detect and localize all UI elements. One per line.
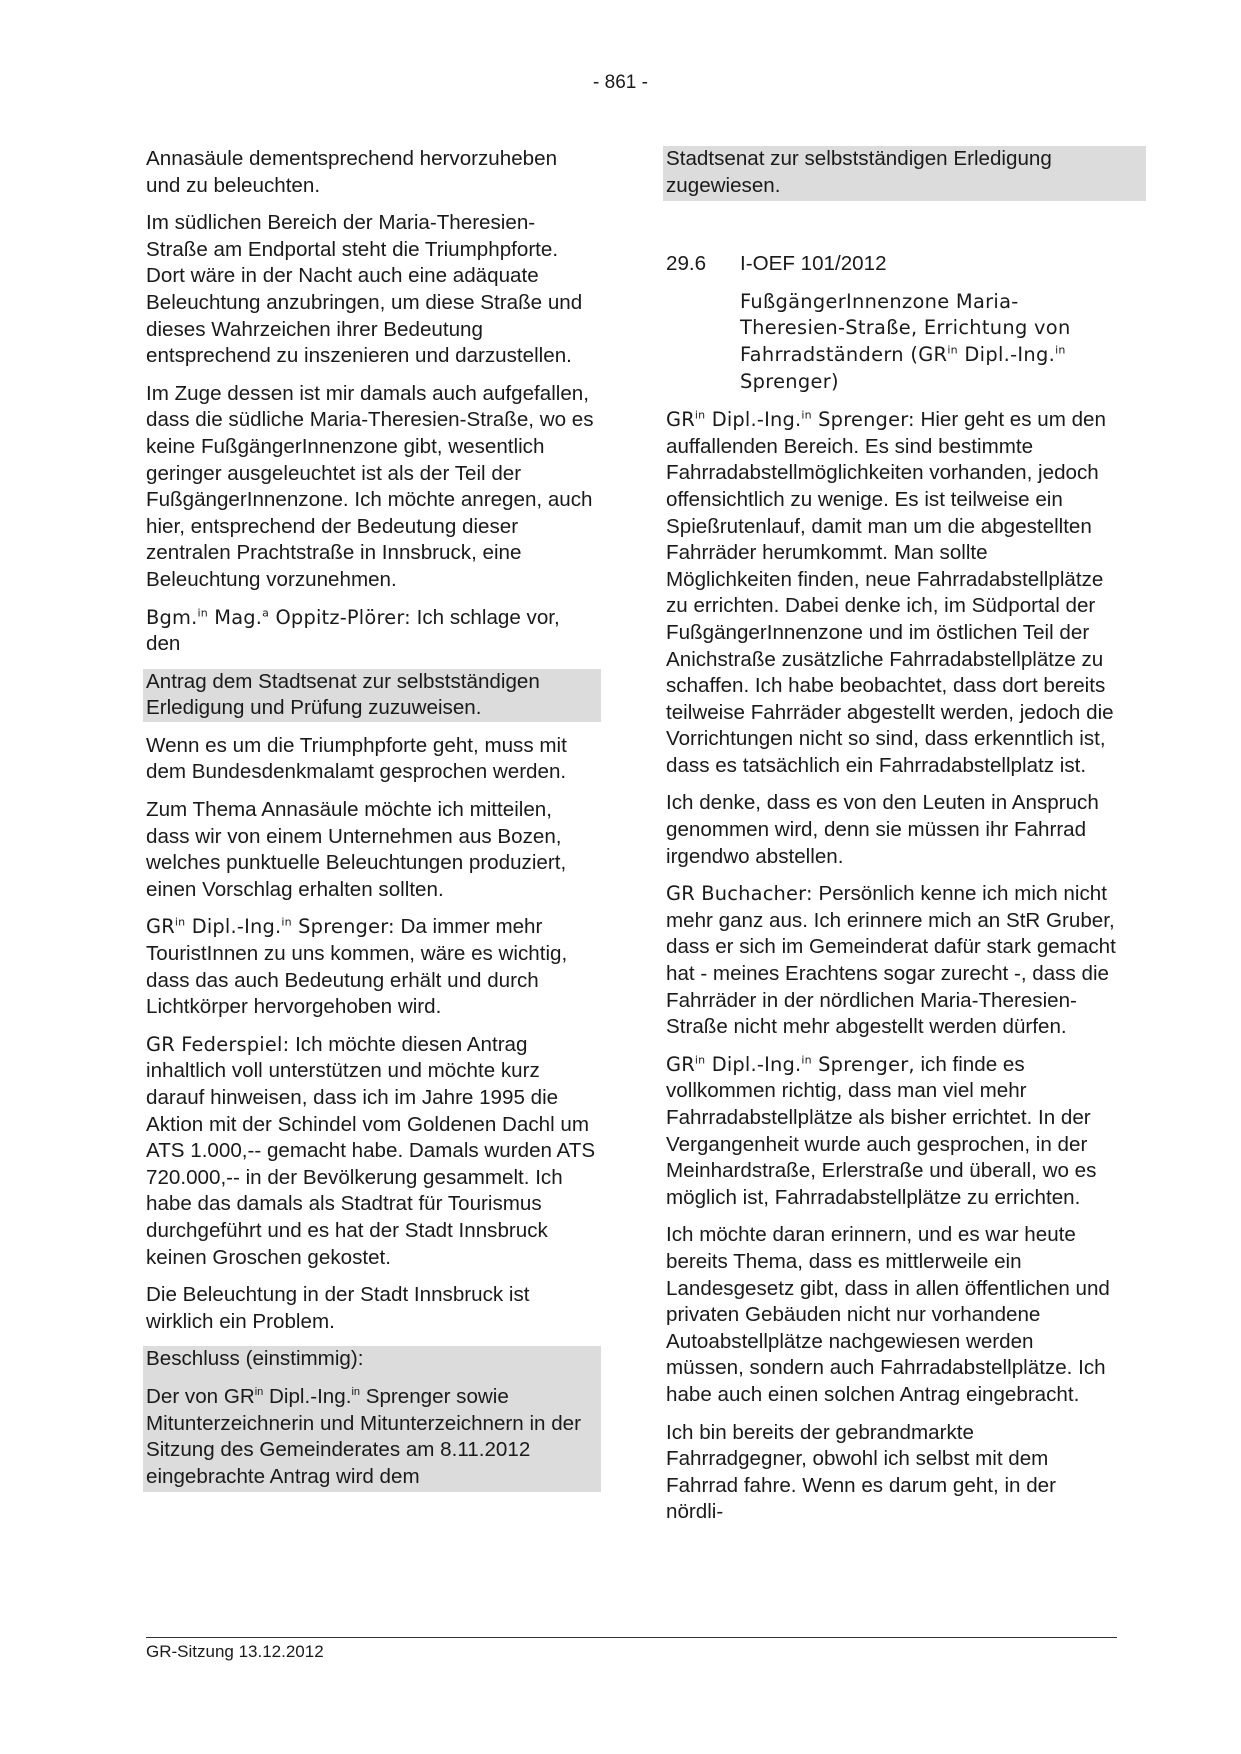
agenda-item-code: I-OEF 101/2012 <box>740 252 887 276</box>
paragraph: Ich denke, dass es von den Leuten in Anspruch genommen wird, denn sie müssen ihr Fahrrad irgendwo abstellen. <box>666 791 1099 868</box>
speaker-name: $GR^{in}$ Dipl.-Ing.$^{in}$ Sprenger, <box>666 1052 915 1076</box>
speech-paragraph: Bgm.$^{in}$ Mag.$^a$ Oppitz-Plörer: Ich schlage vor, den <box>146 605 560 656</box>
motion-highlight: Antrag dem Stadtsenat zur selbstständigen Erledigung und Prüfung zuzuweisen. <box>143 669 601 722</box>
paragraph: Annasäule dementsprechend hervorzuheben und zu beleuchten. <box>146 147 558 197</box>
speech-paragraph: $GR^{in}$ Dipl.-Ing.$^{in}$ Sprenger, ich finde es vollkommen richtig, dass man viel mehr Fahrradabstellplätze als bisher errichtet. In der Vergangenheit wurde auch gesprochen, in der Meinhardstraße, Erlerstraße und überall, wo es möglich ist, Fahrradabstellplätze zu errichten. <box>666 1052 1097 1209</box>
speech-paragraph: $GR^{in}$ Dipl.-Ing.$^{in}$ Sprenger: Da immer mehr TouristInnen zu uns kommen, wäre es wichtig, dass das auch Bedeutung erhält und durch Lichtkörper hervorgehoben wird. <box>146 915 568 1019</box>
paragraph: Die Beleuchtung in der Stadt Innsbruck ist wirklich ein Problem. <box>146 1283 530 1333</box>
speaker-name: Bgm.$^{in}$ Mag.$^a$ Oppitz-Plörer: <box>146 605 411 629</box>
paragraph: Ich bin bereits der gebrandmarkte Fahrradgegner, obwohl ich selbst mit dem Fahrrad fahre. Wenn es darum geht, in der nördli- <box>666 1420 1056 1524</box>
paragraph: Wenn es um die Triumphpforte geht, muss mit dem Bundesdenkmalamt gesprochen werden. <box>146 733 567 784</box>
paragraph: Zum Thema Annasäule möchte ich mitteilen, dass wir von einem Unternehmen aus Bozen, welches punktuelle Beleuchtungen produziert, einen Vorschlag erhalten sollten. <box>146 798 567 901</box>
resolution-heading: Beschluss (einstimmig): <box>143 1346 601 1384</box>
resolution-text: Der von $GR^{in}$ Dipl.-Ing.$^{in}$ Sprenger sowie Mitunterzeichnerin und Mitunterzeichnern in der Sitzung des Gemeinderates am 8.11.2012 eingebrachte Antrag wird dem <box>143 1384 601 1492</box>
resolution-text-continued: Stadtsenat zur selbstständigen Erledigung zugewiesen. <box>663 146 1146 201</box>
speaker-name: GR Federspiel: <box>146 1032 290 1056</box>
right-column <box>666 146 1116 1537</box>
paragraph: Ich möchte daran erinnern, und es war heute bereits Thema, dass es mittlerweile ein Landesgesetz gibt, dass in allen öffentlichen und privaten Gebäuden nicht nur vorhandene Autoabstellplätze nachgewiesen werden müssen, sondern auch Fahrradabstellplätze. Ich habe auch einen solchen Antrag eingebracht. <box>666 1223 1110 1406</box>
paragraph: Im Zuge dessen ist mir damals auch aufgefallen, dass die südliche Maria-Theresien-Straße, wo es keine FußgängerInnenzone gibt, wesentlich geringer ausgeleuchtet ist als der Teil der FußgängerInnenzone. Ich möchte anregen, auch hier, entsprechend der Bedeutung dieser zentralen Prachtstraße in Innsbruck, eine Beleuchtung vorzunehmen. <box>146 381 594 591</box>
agenda-item-header <box>666 251 1116 278</box>
footer-divider <box>146 1637 1117 1638</box>
speech-paragraph: GR Buchacher: Persönlich kenne ich mich nicht mehr ganz aus. Ich erinnere mich an StR Gruber, dass er sich im Gemeinderat dafür stark gemacht hat - meines Erachtens sogar zurecht -, dass die Fahrräder in der nördlichen Maria-Theresien-Straße nicht mehr abgestellt werden dürfen. <box>666 882 1116 1039</box>
speaker-name: $GR^{in}$ Dipl.-Ing.$^{in}$ Sprenger: <box>666 408 915 432</box>
speech-paragraph: GR Federspiel: Ich möchte diesen Antrag inhaltlich voll unterstützen und möchte kurz darauf hinweisen, dass ich im Jahre 1995 die Aktion mit der Schindel vom Goldenen Dachl um ATS 1.000,-- gemacht habe. Damals wurden ATS 720.000,-- in der Bevölkerung gesammelt. Ich habe das damals als Stadtrat für Tourismus durchgeführt und es hat der Stadt Innsbruck keinen Groschen gekostet. <box>146 1032 596 1269</box>
page-number: - 861 - <box>593 72 648 93</box>
left-column <box>146 146 596 1503</box>
speech-paragraph: $GR^{in}$ Dipl.-Ing.$^{in}$ Sprenger: Hier geht es um den auffallenden Bereich. Es sind bestimmte Fahrradabstellmöglichkeiten vorhanden, jedoch offensichtlich zu wenige. Es ist teilweise ein Spießrutenlauf, damit man um die abgestellten Fahrräder herumkommt. Man sollte Möglichkeiten finden, neue Fahrradabstellplätze zu errichten. Dabei denke ich, im Südportal der FußgängerInnenzone und im östlichen Teil der Anichstraße zusätzliche Fahrradabstellplätze zu schaffen. Ich habe beobachtet, dass dort bereits teilweise Fahrräder abgestellt werden, jedoch die Vorrichtungen nicht so sind, dass erkenntlich ist, dass es tatsächlich ein Fahrradabstellplatz ist. <box>666 408 1114 777</box>
speaker-name: $GR^{in}$ Dipl.-Ing.$^{in}$ Sprenger: <box>146 915 395 939</box>
agenda-item-title: FußgängerInnenzone Maria-Theresien-Straße, Errichtung von Fahrradständern ($GR^{in}$ Dipl.-Ing.$^{in}$ Sprenger) <box>740 289 1071 393</box>
agenda-item-number: 29.6 <box>666 252 707 276</box>
paragraph: Im südlichen Bereich der Maria-Theresien-Straße am Endportal steht die Triumphpforte. Dort wäre in der Nacht auch eine adäquate Beleuchtung anzubringen, um diese Straße und dieses Wahrzeichen ihrer Bedeutung entsprechend zu inszenieren und darzustellen. <box>146 211 583 368</box>
footer-session-date: GR-Sitzung 13.12.2012 <box>146 1642 324 1661</box>
speaker-name: GR Buchacher: <box>666 882 813 906</box>
